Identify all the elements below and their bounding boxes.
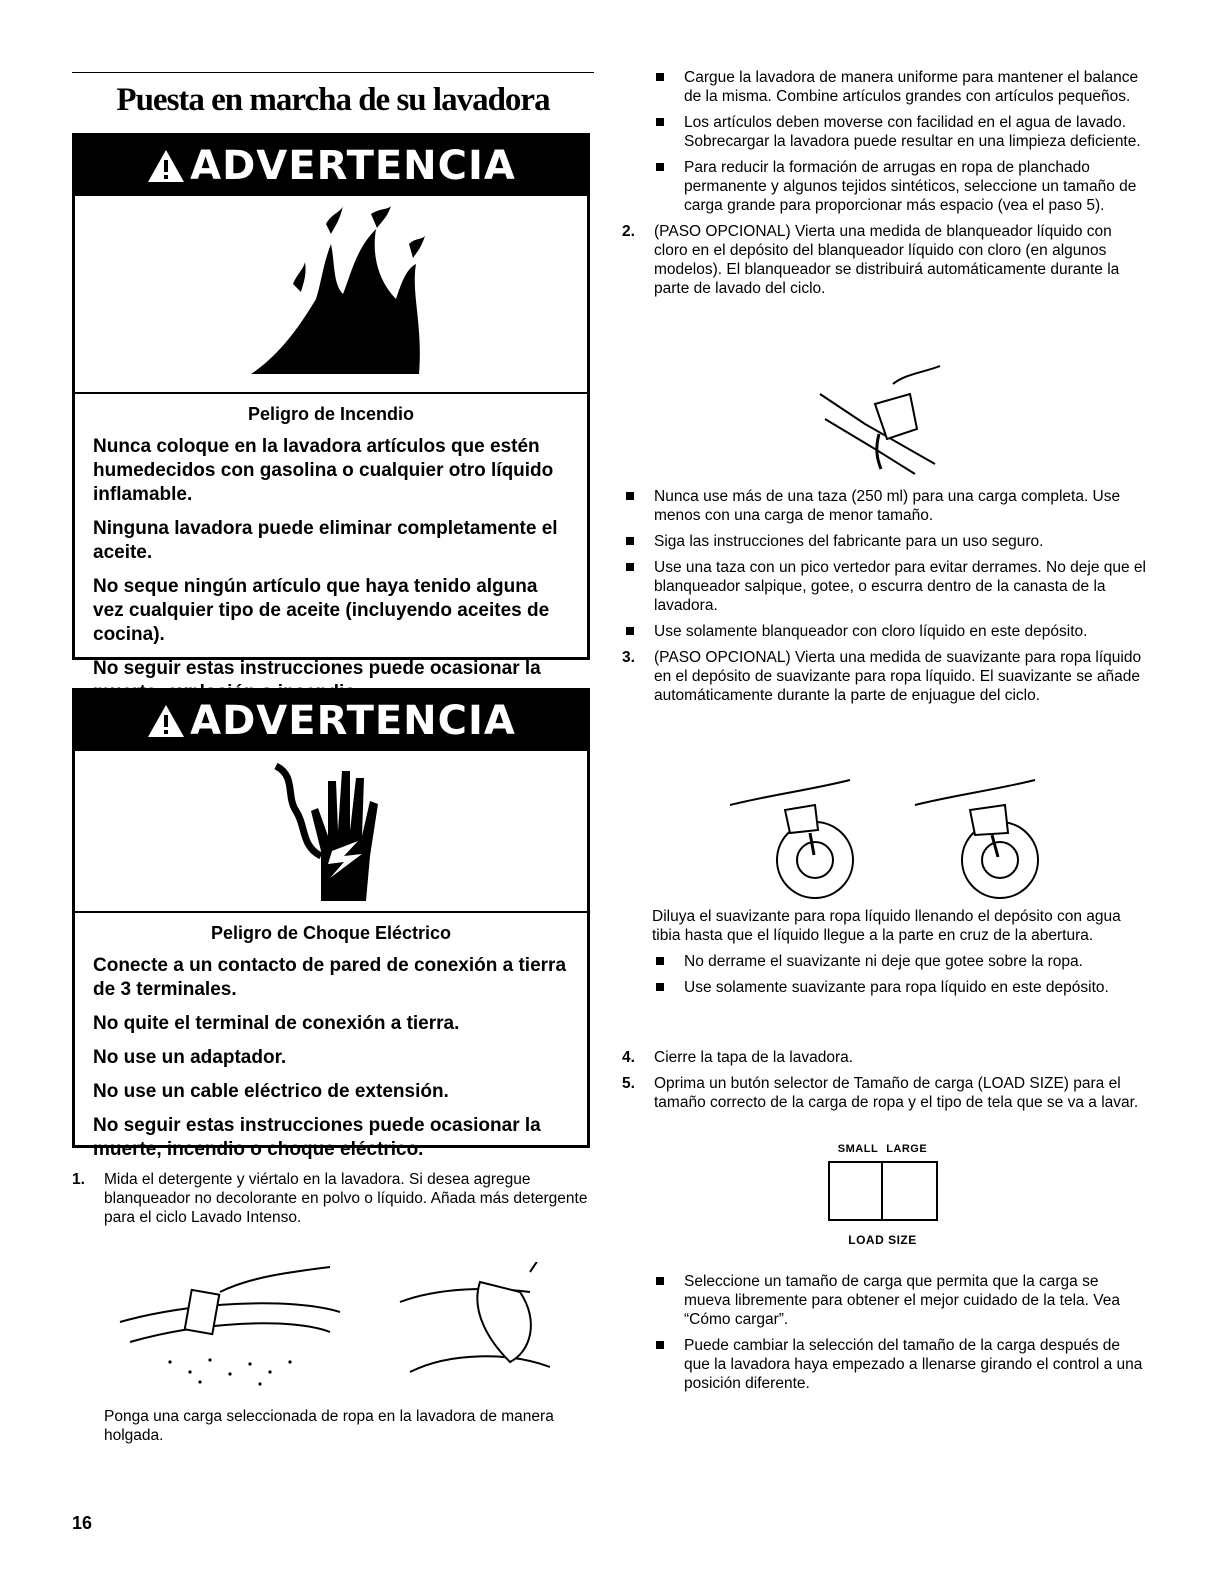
- dilute-text: Diluya el suavizante para ropa líquido llenando el depósito con agua tibia hasta que el líquido llegue a la parte en cruz de la abertura.: [652, 908, 1121, 944]
- bleach-pour-illustration: [815, 364, 950, 479]
- warning-line: No quite el terminal de conexión a tierra.: [93, 1013, 460, 1034]
- warning-triangle-icon: [146, 703, 186, 739]
- load-paragraph: [104, 1407, 574, 1452]
- step-number: 3.: [622, 649, 635, 666]
- warning-body: [75, 913, 587, 1182]
- warning-line: No use un adaptador.: [93, 1047, 287, 1068]
- detergent-and-load-illustration: [110, 1262, 570, 1392]
- step-3: [622, 648, 1147, 705]
- shock-warning-box: [72, 688, 590, 1160]
- step-number: 1.: [72, 1171, 85, 1188]
- load-size-diagram: [820, 1143, 945, 1247]
- right-column-top: [622, 68, 1147, 305]
- bullet-item: Seleccione un tamaño de carga que permita que la carga se mueva libremente para obtener el mejor cuidado de la tela. Vea “Cómo cargar”.: [652, 1272, 1147, 1329]
- page-title: Puesta en marcha de su lavadora: [116, 82, 550, 118]
- softener-pour-illustration: [730, 775, 1050, 900]
- bullet-item: No derrame el suavizante ni deje que gotee sobre la ropa.: [652, 952, 1147, 971]
- warning-line: No seque ningún artículo que haya tenido alguna vez cualquier tipo de aceite (incluyendo aceites de cocina).: [93, 576, 550, 645]
- large-label: LARGE: [886, 1143, 928, 1155]
- right-column-bottom: [652, 1272, 1147, 1400]
- warning-line: No use un cable eléctrico de extensión.: [93, 1081, 449, 1102]
- warning-subtitle: Peligro de Choque Eléctrico: [210, 923, 452, 943]
- step-text: Cierre la tapa de la lavadora.: [654, 1049, 854, 1066]
- step-5: [622, 1074, 1147, 1112]
- step-1: [72, 1170, 592, 1227]
- large-load-button[interactable]: [883, 1161, 938, 1221]
- step-4: [622, 1048, 1147, 1067]
- warning-line: No seguir estas instrucciones puede ocasionar la muerte, incendio o choque eléctrico.: [93, 1115, 541, 1160]
- load-size-title: LOAD SIZE: [848, 1233, 917, 1247]
- right-column-mid: [622, 487, 1147, 712]
- step-text: Mida el detergente y viértalo en la lavadora. Si desea agregue blanqueador no decolorante en polvo o líquido. Añada más detergente para el ciclo Lavado Intenso.: [104, 1171, 588, 1226]
- right-column-dilute: [652, 907, 1147, 1004]
- warning-line: Nunca coloque en la lavadora artículos que estén humedecidos con gasolina o cualquier otro líquido inflamable.: [93, 436, 554, 505]
- load-size-buttons: [820, 1161, 945, 1221]
- bullet-item: Use solamente blanqueador con cloro líquido en este depósito.: [622, 622, 1147, 641]
- bullet-item: Para reducir la formación de arrugas en ropa de planchado permanente y algunos tejidos sintéticos, seleccione un tamaño de carga grande para proporcionar más espacio (vea el paso 5).: [652, 158, 1147, 215]
- left-column: [72, 1170, 592, 1234]
- warning-header: [75, 691, 587, 751]
- warning-header: [75, 136, 587, 196]
- step-text: (PASO OPCIONAL) Vierta una medida de suavizante para ropa líquido en el depósito de suavizante para ropa líquido. El suavizante se añade automáticamente durante la parte de enjuague del ciclo.: [654, 649, 1142, 704]
- warning-line: No seguir estas instrucciones puede ocasionar la: [93, 658, 541, 679]
- right-column-steps-4-5: [622, 1048, 1147, 1119]
- warning-line: Conecte a un contacto de pared de conexión a tierra de 3 terminales.: [93, 955, 567, 1000]
- load-size-labels: [820, 1143, 945, 1155]
- step-text: (PASO OPCIONAL) Vierta una medida de blanqueador líquido con cloro en el depósito del blanqueador líquido con cloro (en algunos modelos). El blanqueador se distribuirá automáticamente durante la parte de lavado del ciclo.: [654, 223, 1120, 297]
- bullet-item: Siga las instrucciones del fabricante para un uso seguro.: [622, 532, 1147, 551]
- small-label: SMALL: [837, 1143, 879, 1155]
- page-number: 16: [72, 1513, 93, 1533]
- warning-triangle-icon: [146, 148, 186, 184]
- warning-subtitle: Peligro de Incendio: [247, 404, 415, 424]
- electric-shock-icon: [75, 751, 587, 913]
- bullet-item: Nunca use más de una taza (250 ml) para una carga completa. Use menos con una carga de menor tamaño.: [622, 487, 1147, 525]
- step-number: 2.: [622, 223, 635, 240]
- step-number: 4.: [622, 1049, 635, 1066]
- fire-warning-box: [72, 133, 590, 679]
- warning-line: Ninguna lavadora puede eliminar completamente el aceite.: [93, 518, 558, 563]
- bullet-item: Use una taza con un pico vertedor para evitar derrames. No deje que el blanqueador salpique, gotee, o escurra dentro de la canasta de la lavadora.: [622, 558, 1147, 615]
- warning-header-text: ADVERTENCIA: [190, 143, 516, 189]
- bullet-item: Cargue la lavadora de manera uniforme para mantener el balance de la misma. Combine artículos grandes con artículos pequeños.: [652, 68, 1147, 106]
- warning-header-text: ADVERTENCIA: [190, 698, 516, 744]
- bullet-item: Use solamente suavizante para ropa líquido en este depósito.: [652, 978, 1147, 997]
- top-rule: [72, 72, 594, 73]
- fire-icon: [75, 196, 587, 394]
- warning-body: [75, 394, 587, 725]
- step-text: Oprima un butón selector de Tamaño de carga (LOAD SIZE) para el tamaño correcto de la carga de ropa y el tipo de tela que se va a lavar.: [654, 1075, 1139, 1111]
- bullet-item: Puede cambiar la selección del tamaño de la carga después de que la lavadora haya empezado a llenarse girando el control a una posición diferente.: [652, 1336, 1147, 1393]
- step-2: [622, 222, 1147, 298]
- bullet-item: Los artículos deben moverse con facilidad en el agua de lavado. Sobrecargar la lavadora puede resultar en una limpieza deficiente.: [652, 113, 1147, 151]
- load-text: Ponga una carga seleccionada de ropa en la lavadora de manera holgada.: [104, 1408, 554, 1444]
- step-number: 5.: [622, 1075, 635, 1092]
- small-load-button[interactable]: [828, 1161, 883, 1221]
